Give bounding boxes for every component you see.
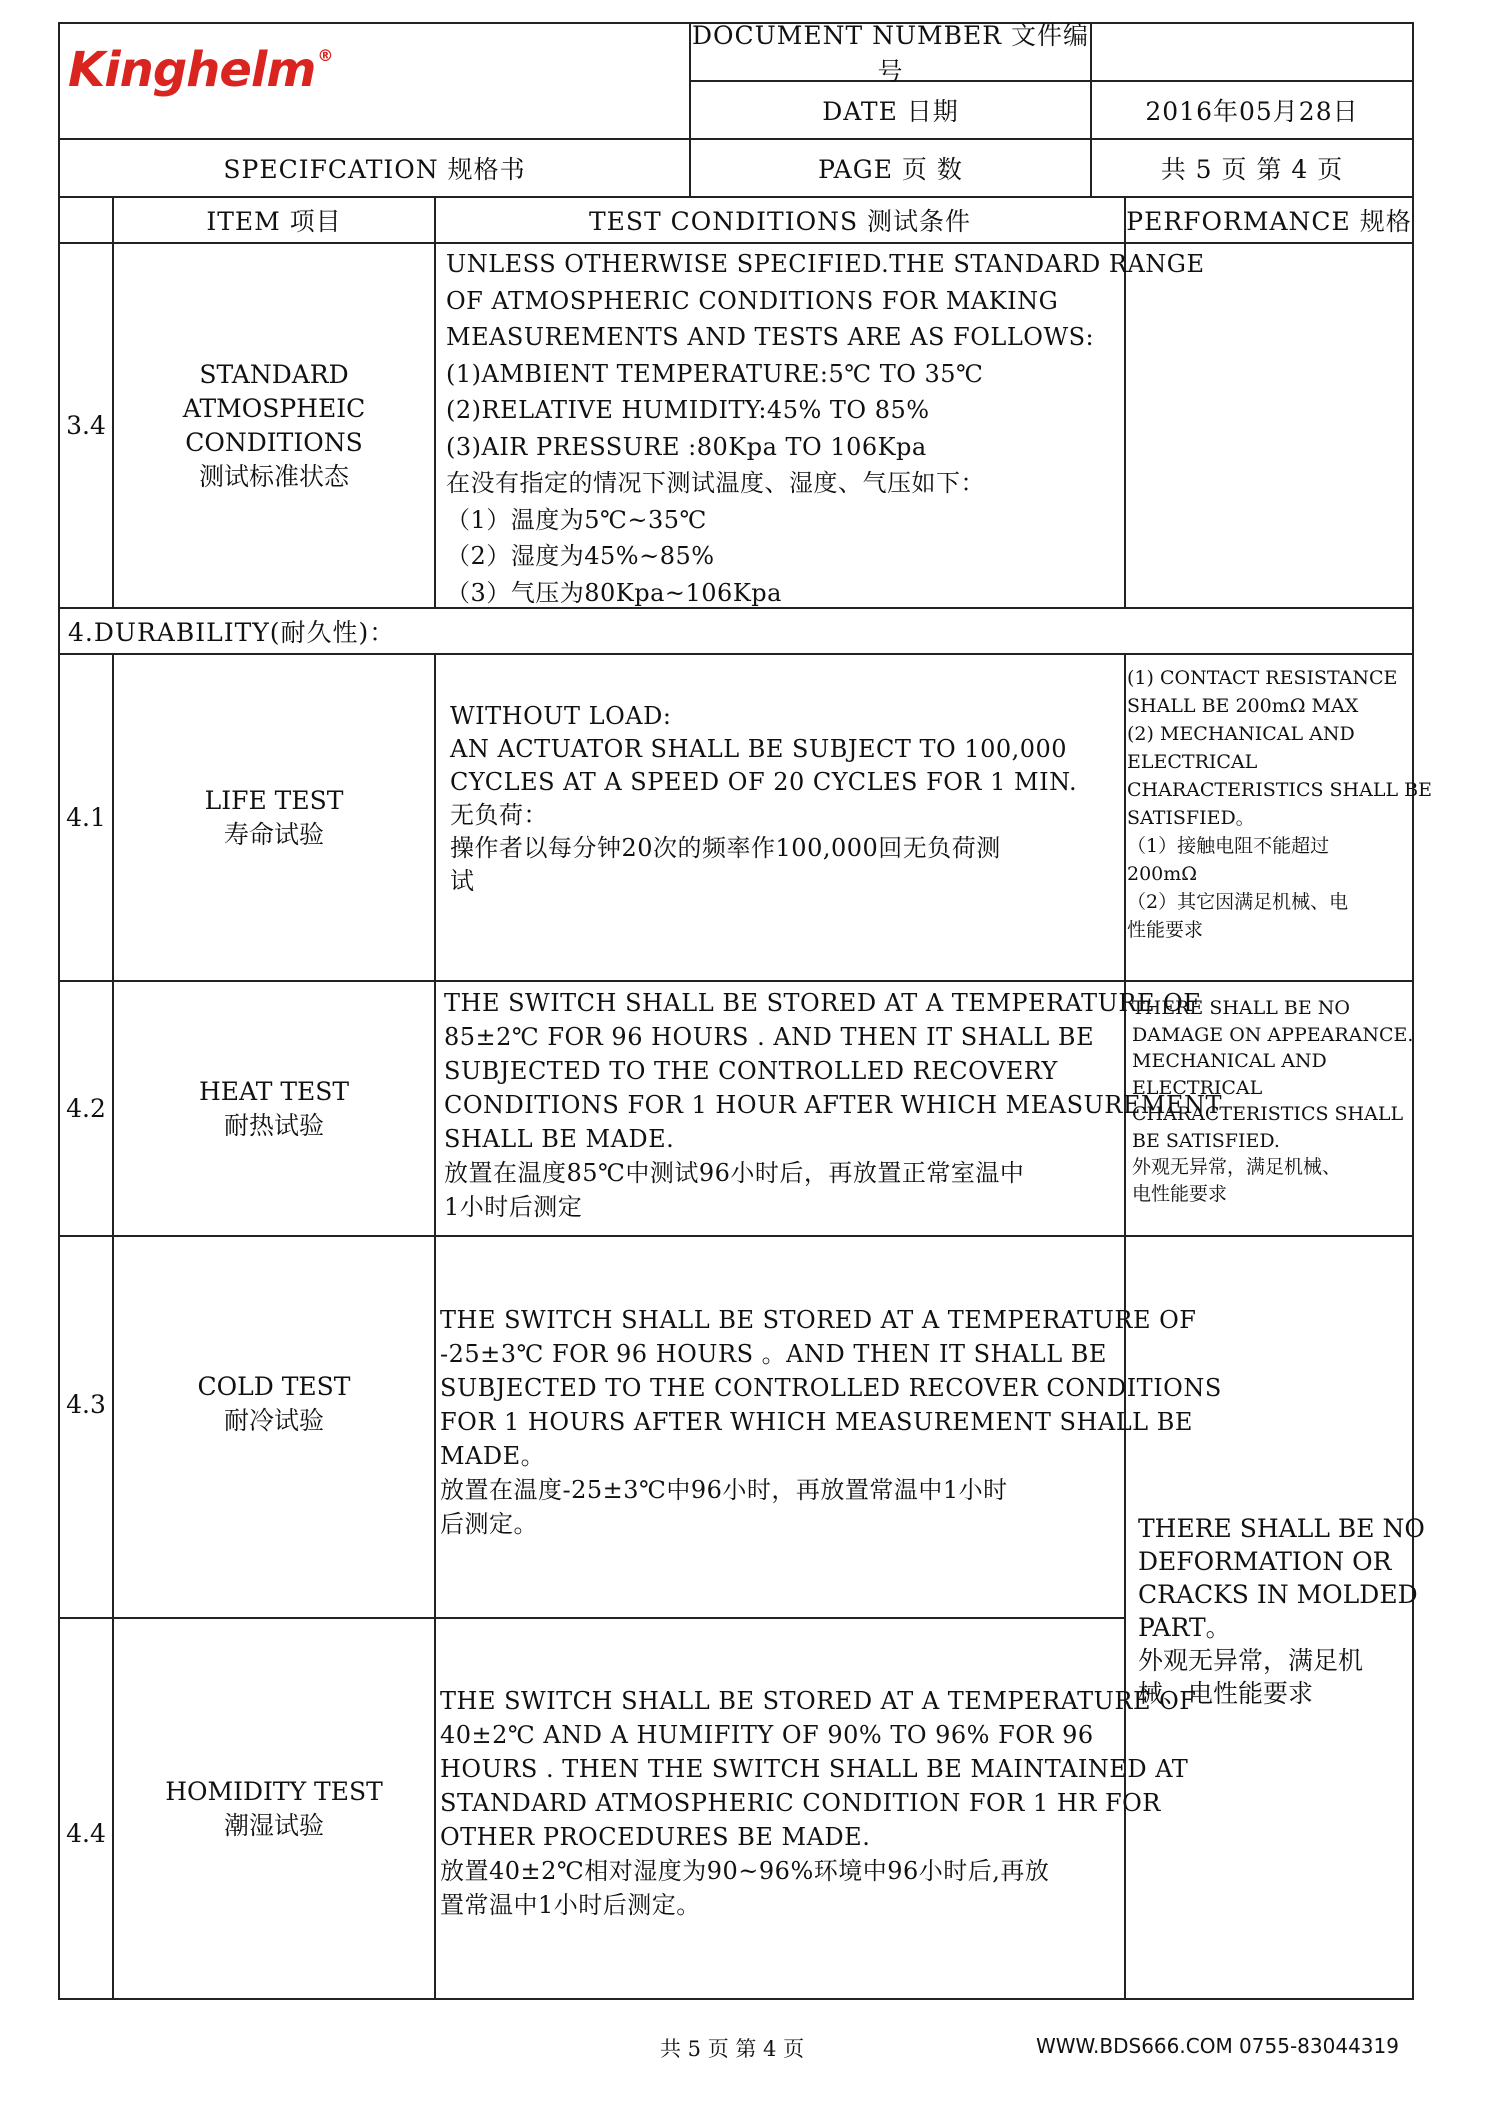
document-number-label: DOCUMENT NUMBER 文件编号 [691, 21, 1089, 86]
test-conditions: THE SWITCH SHALL BE STORED AT A TEMPERATURE OF 85±2℃ FOR 96 HOURS . AND THEN IT SHALL BE SUBJECTED TO THE CONTROLLED RECOVERY CONDITIONS FOR 1 HOUR AFTER WHICH MEASUREMENT SHALL BE MADE. 放置在温度85℃中测试96小时后，再放置正常室温中 1小时后测定 [444, 989, 1222, 1221]
page-value: 共 5 页 第 4 页 [1160, 155, 1344, 184]
test-conditions: WITHOUT LOAD: AN ACTUATOR SHALL BE SUBJECT TO 100,000 CYCLES AT A SPEED OF 20 CYCLES FOR 1 MIN. 无负荷： 操作者以每分钟20次的频率作100,000回无负荷测 试 [450, 702, 1078, 895]
test-conditions: UNLESS OTHERWISE SPECIFIED.THE STANDARD RANGE OF ATMOSPHERIC CONDITIONS FOR MAKING MEASUREMENTS AND TESTS ARE AS FOLLOWS: (1)AMBIENT TEMPERATURE:5℃ TO 35℃ (2)RELATIVE HUMIDITY:45% TO 85% (3)AIR PRESSURE :80Kpa TO 106Kpa 在没有指定的情况下测试温度、湿度、气压如下： （1）温度为5℃~35℃ （2）湿度为45%~85% （3）气压为80Kpa~106Kpa [446, 250, 1205, 607]
row-number: 4.3 [66, 1389, 106, 1419]
item-name: COLD TEST 耐冷试验 [197, 1372, 351, 1435]
test-conditions: THE SWITCH SHALL BE STORED AT A TEMPERATURE OF 40±2℃ AND A HUMIFITY OF 90% TO 96% FOR 96 HOURS . THEN THE SWITCH SHALL BE MAINTAINED AT STANDARD ATMOSPHERIC CONDITION FOR 1 HR FOR OTHER PROCEDURES BE MADE. 放置40±2℃相对湿度为90~96%环境中96小时后,再放 置常温中1小时后测定。 [440, 1687, 1197, 1919]
page-label: PAGE 页 数 [818, 155, 963, 184]
row-number: 4.2 [66, 1094, 106, 1123]
date-label: DATE 日期 [822, 97, 959, 126]
footer-website: WWW.BDS666.COM 0755-83044319 [1036, 2034, 1399, 2058]
logo-text: Kinghelm [68, 42, 316, 98]
registered-mark: ® [317, 46, 333, 65]
test-conditions: THE SWITCH SHALL BE STORED AT A TEMPERATURE OF -25±3℃ FOR 96 HOURS 。AND THEN IT SHALL BE SUBJECTED TO THE CONTROLLED RECOVER CONDITIONS FOR 1 HOURS AFTER WHICH MEASUREMENT SHALL BE MADE。 放置在温度-25±3℃中96小时，再放置常温中1小时 后测定。 [440, 1306, 1222, 1538]
row-number: 3.4 [66, 411, 106, 440]
item-name: STANDARD ATMOSPHEIC CONDITIONS 测试标准状态 [182, 359, 366, 491]
performance-spec: THERE SHALL BE NO DAMAGE ON APPEARANCE. MECHANICAL AND ELECTRICAL CHARACTERISTICS SHALL BE SATISFIED. 外观无异常，满足机械、 电性能要求 [1132, 997, 1414, 1205]
document-number-value [1092, 24, 1412, 80]
performance-spec-shared: THERE SHALL BE NO DEFORMATION OR CRACKS IN MOLDED PART。 外观无异常，满足机 械、电性能要求 [1138, 1514, 1425, 1708]
company-logo [68, 42, 332, 98]
footer-page-number: 共 5 页 第 4 页 [660, 2037, 805, 2061]
column-header-conditions: TEST CONDITIONS 测试条件 [588, 207, 972, 236]
section-heading: 4.DURABILITY(耐久性)： [68, 618, 396, 647]
row-number: 4.1 [66, 803, 106, 832]
column-header-performance: PERFORMANCE 规格 [1126, 207, 1412, 236]
performance-spec: (1) CONTACT RESISTANCE SHALL BE 200mΩ MAX (2) MECHANICAL AND ELECTRICAL CHARACTERISTICS SHALL BE SATISFIED。 （1）接触电阻不能超过 200mΩ （2）其它因满足机械、电 性能要求 [1127, 667, 1432, 941]
specification-label: SPECIFCATION 规格书 [223, 155, 526, 184]
column-header-item: ITEM 项目 [206, 207, 342, 236]
row-number: 4.4 [66, 1819, 106, 1848]
date-value: 2016年05月28日 [1145, 97, 1359, 126]
item-name: LIFE TEST 寿命试验 [204, 785, 344, 849]
item-name: HEAT TEST 耐热试验 [198, 1076, 350, 1140]
item-name: HOMIDITY TEST 潮湿试验 [165, 1776, 383, 1840]
